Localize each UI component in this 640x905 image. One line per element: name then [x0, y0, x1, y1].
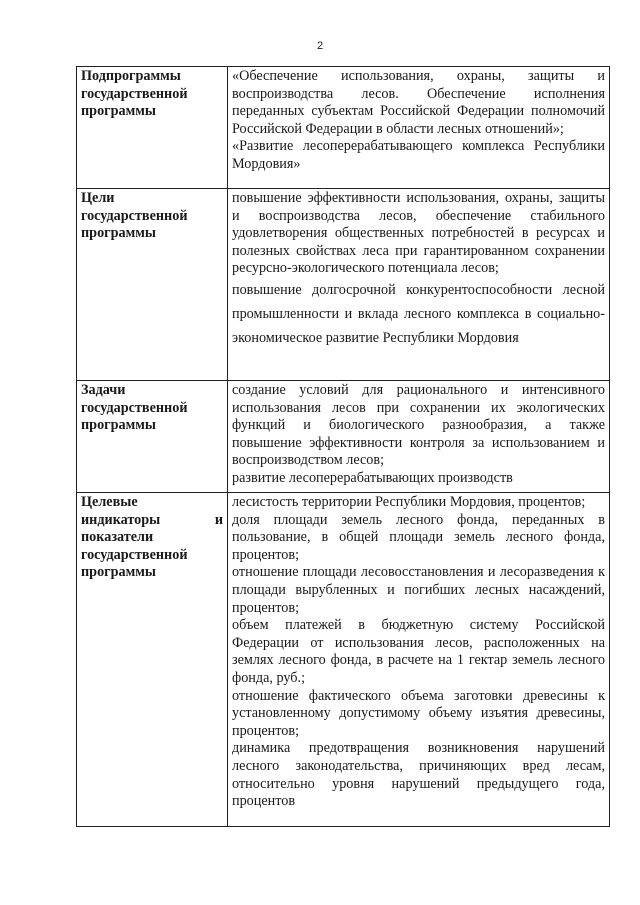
label-line: Цели — [81, 190, 115, 206]
row-label-subprograms — [77, 67, 228, 189]
row-label-indicators — [77, 493, 228, 827]
label-line: программы — [81, 103, 156, 120]
goal-item: повышение долгосрочной конкурентоспособности лесной промышленности и вклада лесного комплекса в социально-экономическое развитие Республики Мордовия — [232, 281, 605, 346]
label-line: Подпрограммы — [81, 68, 181, 84]
task-item: создание условий для рационального и интенсивного использования лесов при сохранении их экологических функций и биологического разнообразия, а также повышение эффективности контроля за использованием и воспроизводством лесов; — [232, 382, 605, 469]
subprogram-item: «Обеспечение использования, охраны, защиты и воспроизводства лесов. Обеспечение исполнения переданных субъектам Российской Федерации полномочий Российской Федерации в области лесных отношений»; — [232, 68, 605, 137]
label-line: Целевые — [81, 494, 138, 510]
label-line: государственной — [81, 399, 188, 416]
indicator-item: лесистость территории Республики Мордовия, процентов; — [232, 494, 586, 510]
row-label-tasks — [77, 381, 228, 493]
indicator-item: объем платежей в бюджетную систему Российской Федерации от использования лесов, расположенных на землях лесного фонда, в расчете на 1 гектар земель лесного фонда, руб.; — [232, 617, 605, 686]
row-value-indicators — [228, 493, 610, 827]
indicator-item: отношение фактического объема заготовки древесины к установленному допустимому объему изъятия древесины, процентов; — [232, 687, 605, 739]
label-line: государственной — [81, 207, 188, 224]
page-number: 2 — [316, 40, 324, 52]
label-line: программы — [81, 225, 156, 242]
label-line: Задачи — [81, 382, 126, 398]
label-line: показатели — [81, 529, 154, 546]
row-value-tasks — [228, 381, 610, 493]
row-label-goals — [77, 189, 228, 381]
label-line: индикаторы и — [81, 511, 223, 528]
label-line: программы — [81, 417, 156, 434]
table-row-goals — [77, 189, 610, 381]
label-line: программы — [81, 564, 156, 581]
row-value-goals — [228, 189, 610, 381]
indicator-item: динамика предотвращения возникновения нарушений лесного законодательства, причиняющих вред лесам, относительно уровня нарушений предыдущего года, процентов — [232, 740, 605, 810]
row-value-subprograms — [228, 67, 610, 189]
label-line: государственной — [81, 546, 188, 563]
program-passport-table — [76, 66, 610, 827]
indicator-item: отношение площади лесовосстановления и лесоразведения к площади вырубленных и погибших лесных насаждений, процентов; — [232, 564, 605, 616]
goal-item: повышение эффективности использования, охраны, защиты и воспроизводства лесов, обеспечение стабильного удовлетворения общественных потребностей в ресурсах и полезных свойствах леса при гарантированном сохранении ресурсно-экологического потенциала лесов; — [232, 190, 605, 277]
task-item: развитие лесоперерабатывающих производств — [232, 469, 513, 486]
table-row-tasks — [77, 381, 610, 493]
label-line: государственной — [81, 85, 188, 102]
subprogram-item: «Развитие лесоперерабатывающего комплекса Республики Мордовия» — [232, 138, 605, 172]
indicator-item: доля площади земель лесного фонда, переданных в пользование, в общей площади земель лесного фонда, процентов; — [232, 511, 605, 563]
table-row-subprograms — [77, 67, 610, 189]
table-row-indicators — [77, 493, 610, 827]
